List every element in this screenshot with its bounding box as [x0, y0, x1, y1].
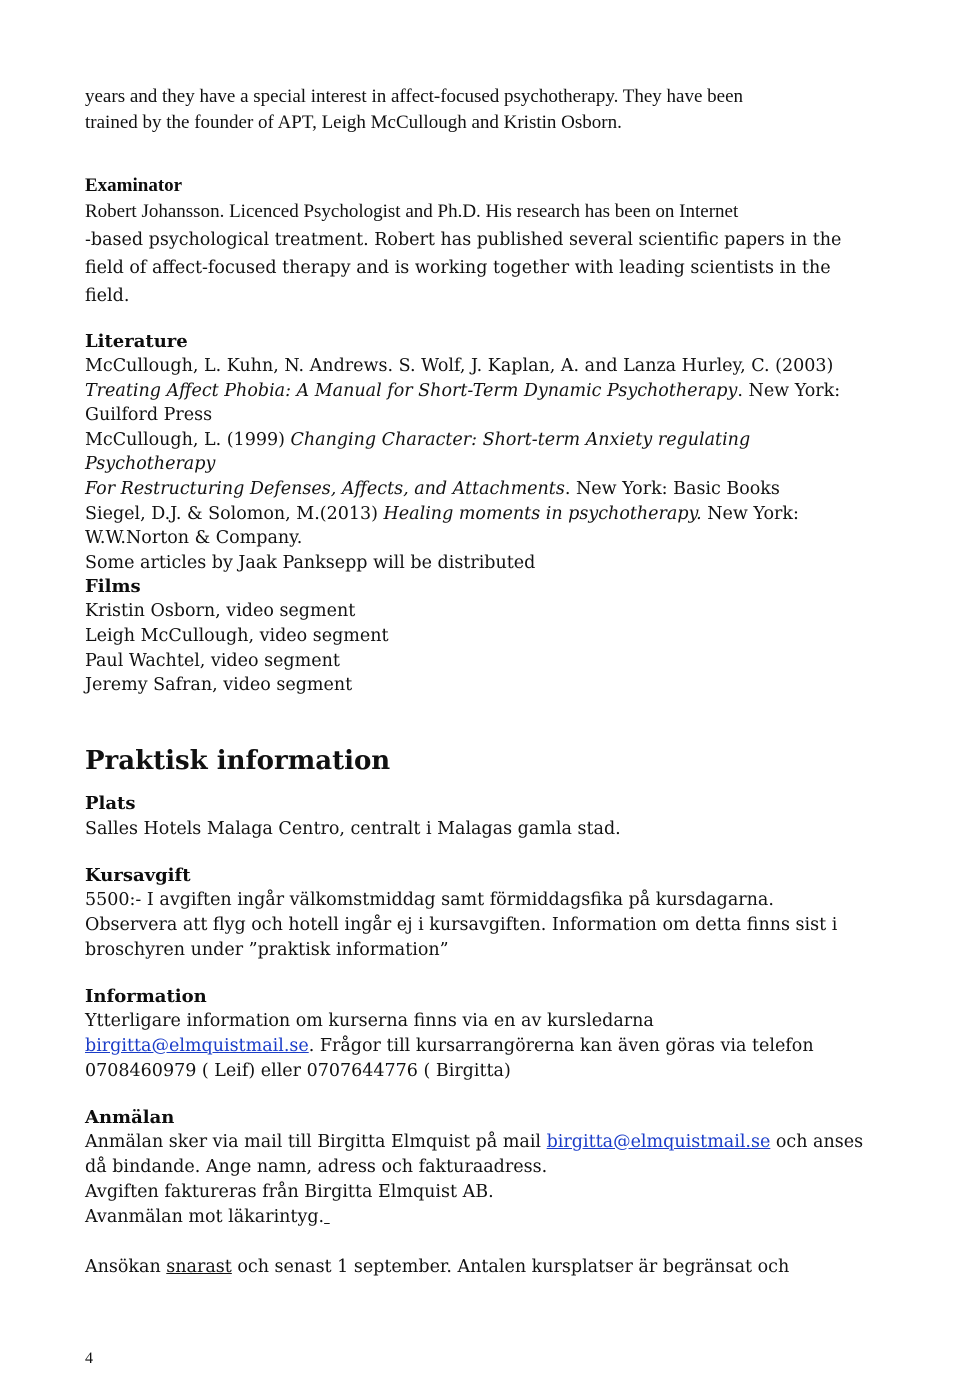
reference-3-publisher: W.W.Norton & Company.: [85, 528, 303, 549]
film-item: Paul Wachtel, video segment: [85, 650, 340, 671]
section-title-praktisk: Praktisk information: [85, 745, 391, 776]
film-item: Jeremy Safran, video segment: [85, 675, 353, 696]
literature-heading: Literature: [85, 331, 188, 352]
literature-note: Some articles by Jaak Panksepp will be distributed: [85, 552, 536, 573]
reference-3-line-1: Siegel, D.J. & Solomon, M.(2013) Healing moments in psychotherapy. New York:: [85, 503, 799, 524]
literature-section: [85, 330, 885, 575]
reference-1-title: Treating Affect Phobia: A Manual for Short-Term Dynamic Psychotherapy: [85, 380, 738, 401]
reference-2-title: Changing Character: Short-term Anxiety regulating Psychotherapy: [85, 429, 751, 475]
reference-1-authors: McCullough, L. Kuhn, N. Andrews. S. Wolf, J. Kaplan, A. and Lanza Hurley, C. (2003): [85, 356, 834, 376]
films-heading: Films: [85, 576, 141, 598]
examinator-line-4: field.: [85, 286, 130, 306]
reference-2-line-2: For Restructuring Defenses, Affects, and Attachments. New York: Basic Books: [85, 478, 780, 499]
plats-text: Salles Hotels Malaga Centro, centralt i Malagas gamla stad.: [85, 818, 621, 839]
kursavgift-line-1: 5500:- I avgiften ingår välkomstmiddag samt förmiddagsfika på kursdagarna.: [85, 889, 774, 910]
ansokan-line: Ansökan snarast och senast 1 september. Antalen kursplatser är begränsat och: [85, 1256, 790, 1277]
examinator-line-1: Robert Johansson. Licenced Psychologist and Ph.D. His research has been on Internet: [85, 201, 739, 222]
film-item: Leigh McCullough, video segment: [85, 625, 389, 646]
reference-1-title-line: Treating Affect Phobia: A Manual for Short-Term Dynamic Psychotherapy. New York:: [85, 380, 841, 401]
information-heading: Information: [85, 985, 207, 1007]
snarast-underlined: snarast: [166, 1256, 232, 1277]
plats-heading: Plats: [85, 792, 136, 814]
intro-line-2: trained by the founder of APT, Leigh McCullough and Kristin Osborn.: [85, 112, 622, 133]
reference-3-title: Healing moments in psychotherapy.: [383, 503, 702, 524]
kursavgift-heading: Kursavgift: [85, 864, 191, 886]
reference-2-line-1: McCullough, L. (1999) Changing Character: Short-term Anxiety regulating Psychotherapy: [85, 429, 751, 475]
film-item: Kristin Osborn, video segment: [85, 601, 356, 622]
examinator-line-2: -based psychological treatment. Robert has published several scientific papers in the: [85, 230, 842, 250]
information-line-3: 0708460979 ( Leif) eller 0707644776 ( Birgitta): [85, 1060, 511, 1081]
reference-1-publisher: Guilford Press: [85, 405, 213, 426]
anmalan-line-3: Avgiften faktureras från Birgitta Elmquist AB.: [85, 1181, 494, 1202]
email-link[interactable]: birgitta@elmquistmail.se: [85, 1035, 309, 1056]
page-number: 4: [85, 1350, 93, 1367]
email-link[interactable]: birgitta@elmquistmail.se: [546, 1131, 771, 1152]
anmalan-line-4: Avanmälan mot läkarintyg.: [85, 1206, 325, 1227]
anmalan-heading: Anmälan: [85, 1106, 175, 1128]
information-line-1: Ytterligare information om kurserna finns via en av kursledarna: [85, 1010, 654, 1031]
kursavgift-line-2: Observera att flyg och hotell ingår ej i kursavgiften. Information om detta finns sist i: [85, 914, 838, 935]
information-line-2: birgitta@elmquistmail.se. Frågor till kursarrangörerna kan även göras via telefon: [85, 1035, 814, 1056]
document-page: [85, 84, 885, 1280]
intro-line-1: years and they have a special interest in affect-focused psychotherapy. They have been: [85, 86, 744, 107]
examinator-line-3: field of affect-focused therapy and is working together with leading scientists in the: [85, 258, 831, 278]
examinator-heading: Examinator: [85, 175, 183, 196]
anmalan-line-1: Anmälan sker via mail till Birgitta Elmquist på mail birgitta@elmquistmail.se och anses: [85, 1131, 864, 1152]
kursavgift-line-3: broschyren under ”praktisk information”: [85, 939, 449, 960]
anmalan-line-2: då bindande. Ange namn, adress och fakturaadress.: [85, 1156, 548, 1177]
